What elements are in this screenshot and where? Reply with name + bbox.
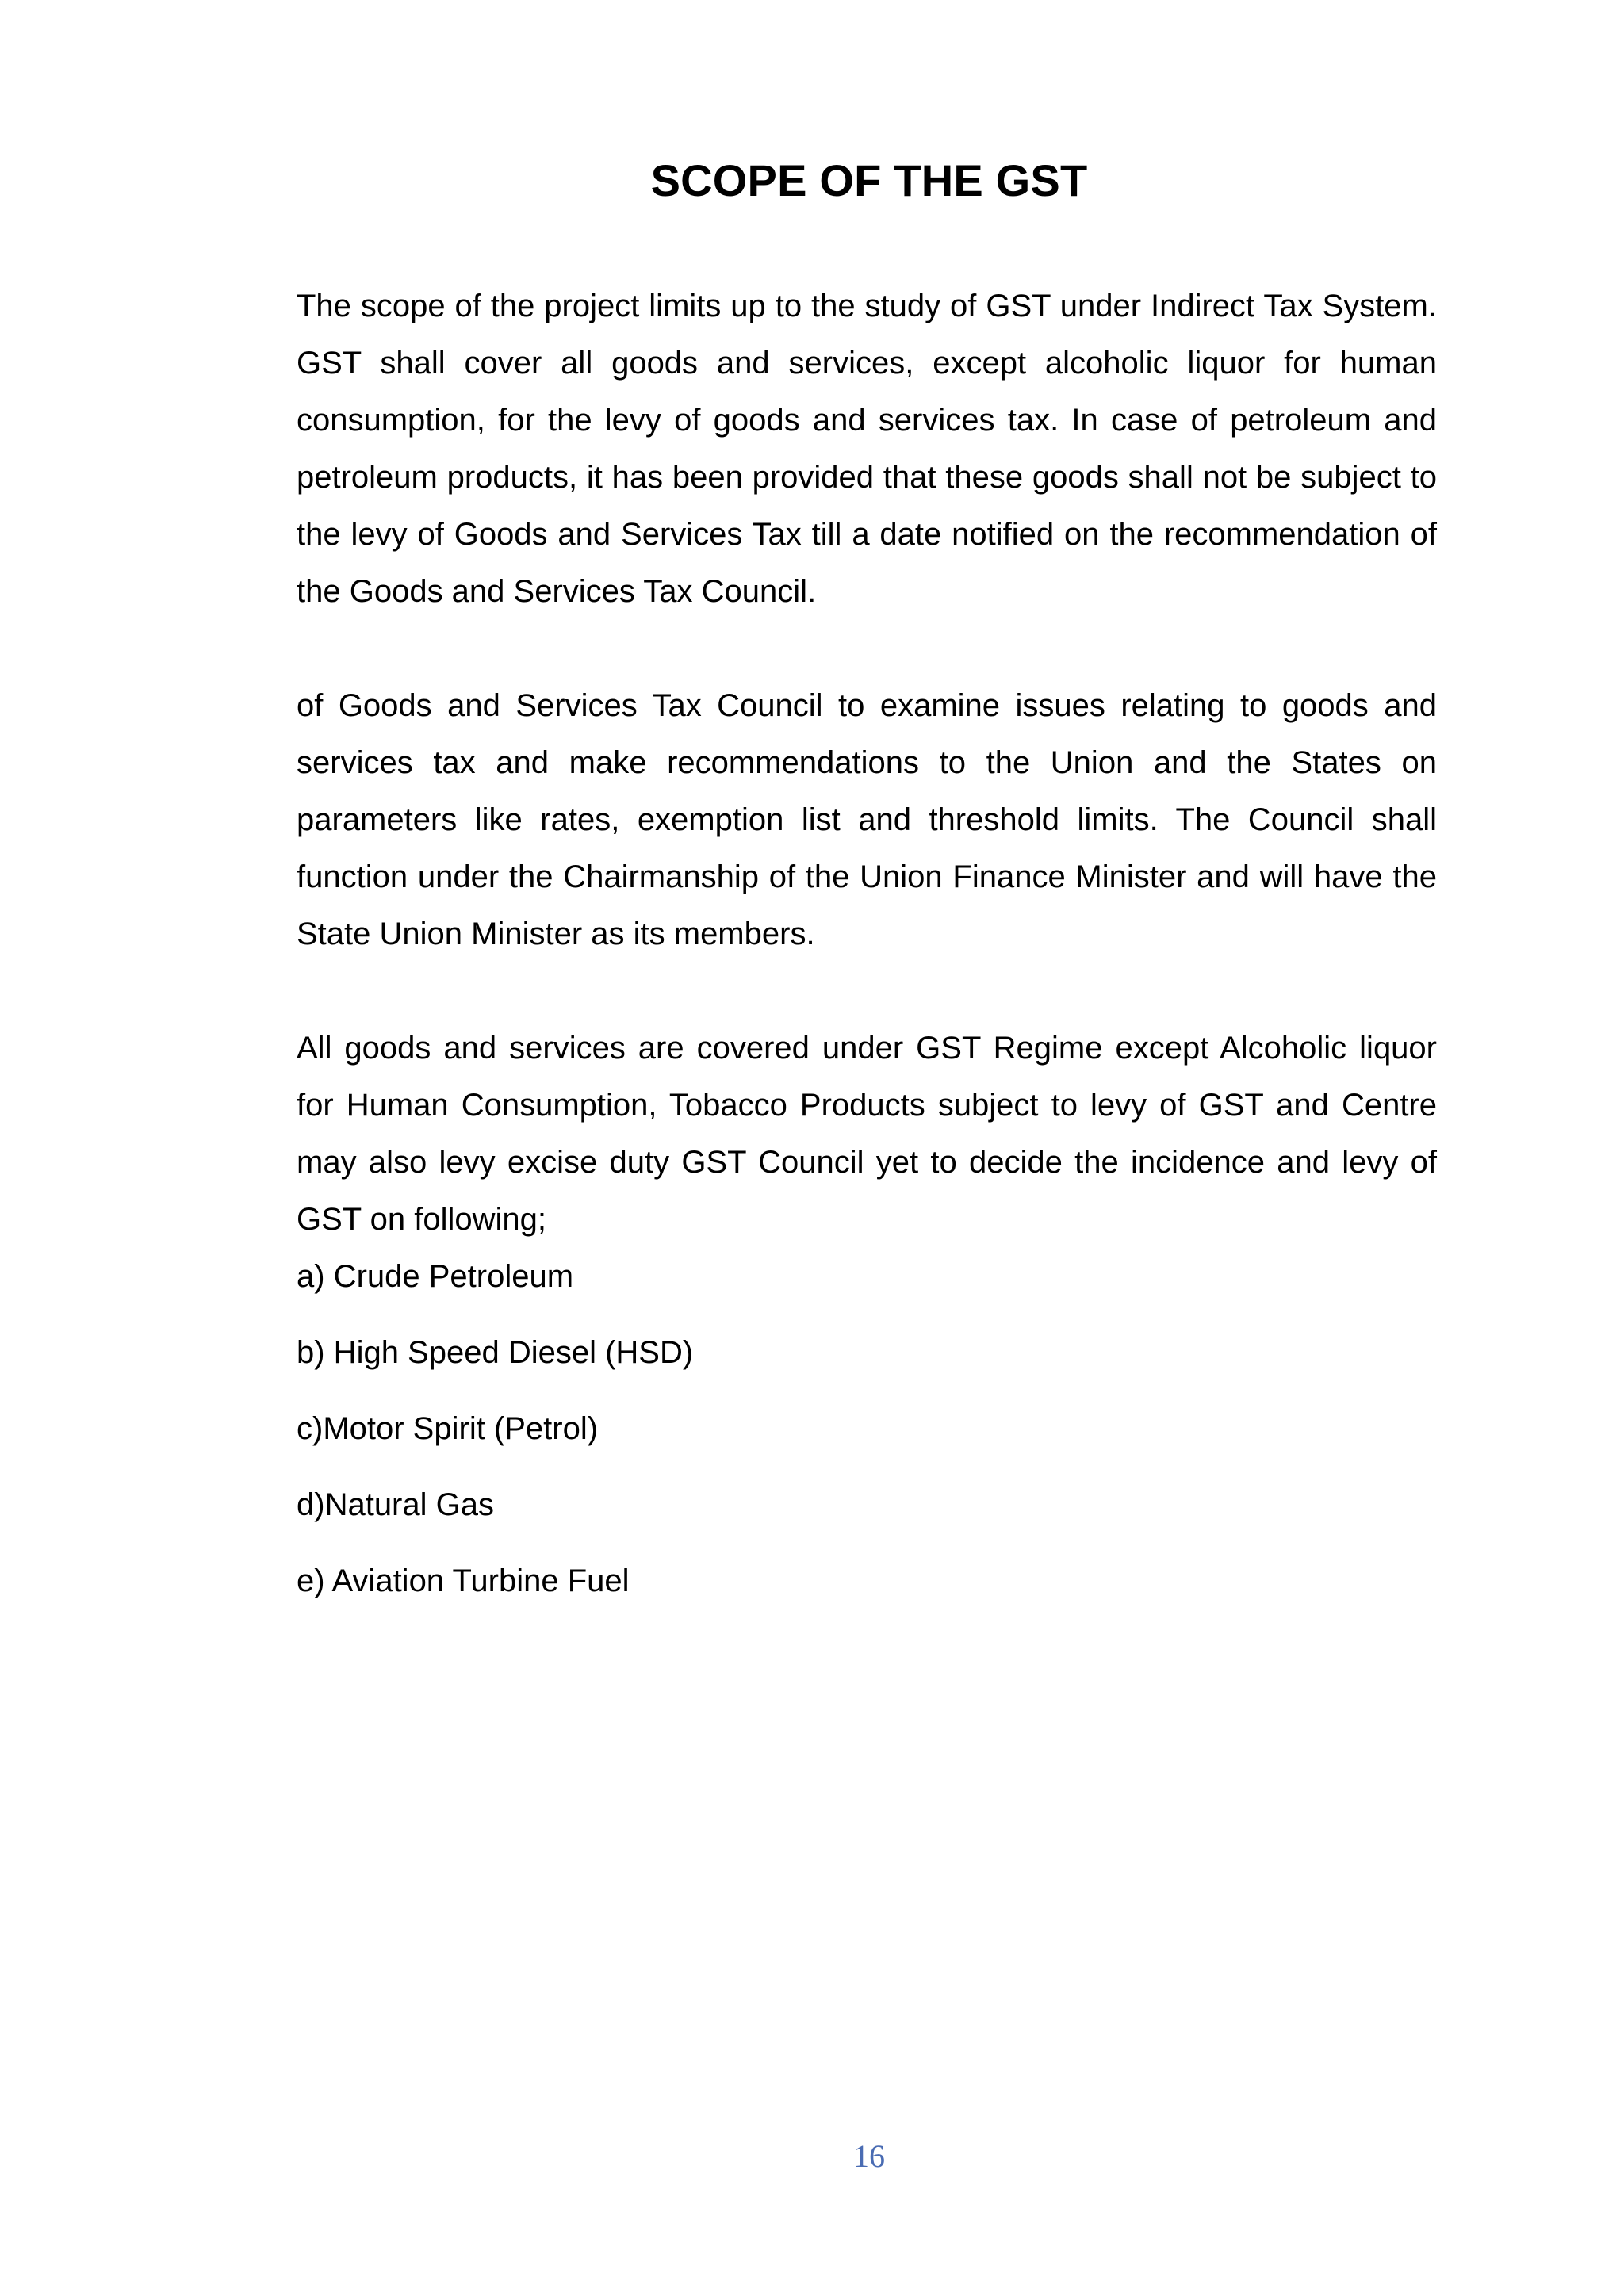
page-number: 16 [853,2138,885,2174]
paragraph-scope: The scope of the project limits up to the study of GST under Indirect Tax System. GST shall cover all goods and services, except alcoholic liquor for human consumption, for the levy of goods and services tax. In case of petroleum and petroleum products, it has been provided that these goods shall not be subject to the levy of Goods and Services Tax till a date notified on the recommendation of the Goods and Services Tax Council. [297,289,1437,609]
page-title: SCOPE OF THE GST [650,155,1088,205]
excluded-products-list [297,1248,1437,1609]
paragraph-council: of Goods and Services Tax Council to examine issues relating to goods and services tax and make recommendations to the Union and the States on parameters like rates, exemption list and threshold limits. The Council shall function under the Chairmanship of the Union Finance Minister and will have the State Union Minister as its members. [297,688,1437,951]
body-content [297,277,1437,1628]
list-item: a) Crude Petroleum [297,1259,574,1294]
paragraph-coverage: All goods and services are covered under GST Regime except Alcoholic liquor for Human Consumption, Tobacco Products subject to levy of GST and Centre may also levy excise duty GST Council yet to decide the incidence and levy of GST on following; [297,1031,1437,1237]
list-item: e) Aviation Turbine Fuel [297,1563,630,1598]
list-item: c)Motor Spirit (Petrol) [297,1411,599,1446]
list-item: b) High Speed Diesel (HSD) [297,1335,694,1370]
list-item: d)Natural Gas [297,1487,494,1522]
